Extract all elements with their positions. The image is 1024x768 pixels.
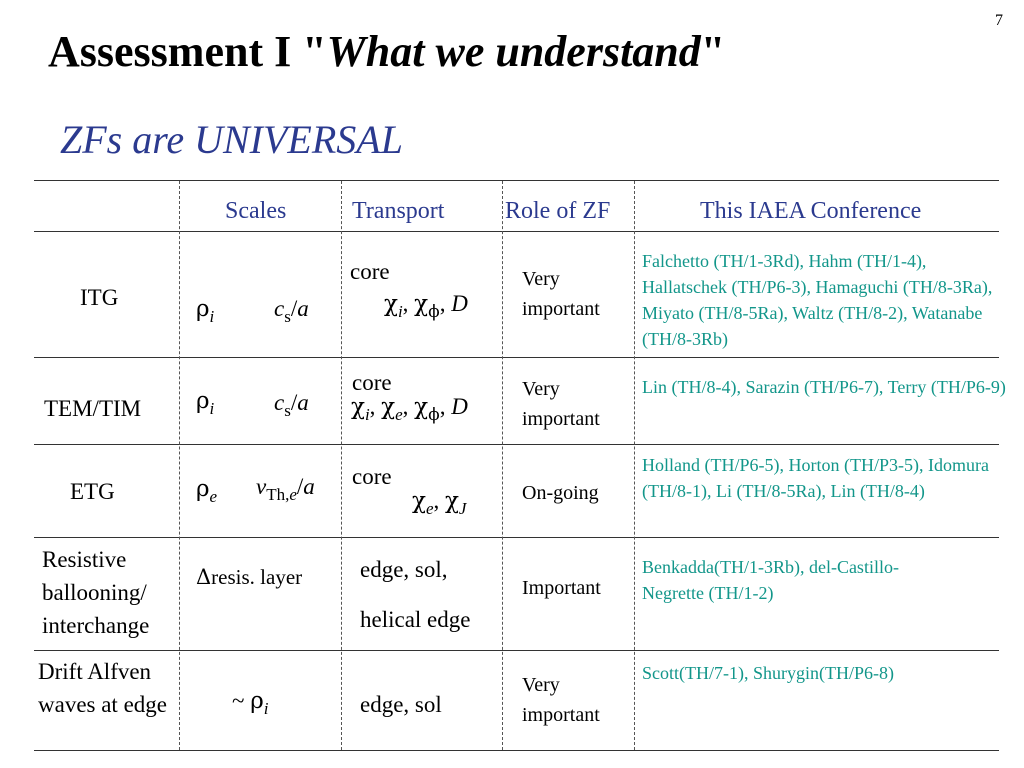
conference-itg: Falchetto (TH/1-3Rd), Hahm (TH/1-4), Hallatschek (TH/P6-3), Hamaguchi (TH/8-3Ra), Miyato (TH/8-5Ra), Waltz (TH/8-2), Watanabe (TH/8-3Rb) [642,251,993,349]
role-tem-tim: Very important [522,378,600,430]
row-name-tem-tim: TEM/TIM [44,396,142,421]
transport-itg: $\chi_i$, $\chi_\phi$, D [384,291,468,322]
table-bottom-rule [34,750,999,751]
transport-resistive-line1: edge, sol, [360,557,448,582]
scale-rate-etg: $v_{Th,e}/a$ [256,474,315,504]
conference-drift-alfven: Scott(TH/7-1), Shurygin(TH/P6-8) [642,663,894,683]
transport-tem-tim: $\chi_i$, $\chi_e$, $\chi_\phi$, D [351,394,468,425]
title-italic: What we understand [326,27,701,76]
role-resistive: Important [522,577,601,599]
role-itg: Very important [522,268,600,320]
conference-etg: Holland (TH/P6-5), Horton (TH/P3-5), Idomura (TH/8-1), Li (TH/8-5Ra), Lin (TH/8-4) [642,455,989,501]
column-divider [502,181,503,750]
transport-region-tem-tim: core [352,370,392,395]
row-name-itg: ITG [80,285,119,310]
column-divider [179,181,180,750]
header-transport: Transport [352,198,445,224]
scale-length-tem-tim: $\rho_i$ [196,388,215,418]
scale-length-etg: $\rho_e$ [196,476,218,506]
scale-rate-tem-tim: $c_s/a$ [274,390,309,420]
role-etg: On-going [522,482,599,504]
title-prefix: Assessment I " [48,27,327,76]
row-name-resistive: Resistive ballooning/ interchange [42,547,150,638]
role-drift-alfven: Very important [522,674,600,726]
header-role: Role of ZF [505,198,611,224]
scale-length-resistive: Δresis. layer [196,565,303,589]
transport-resistive-line2: helical edge [360,607,471,632]
header-conference: This IAEA Conference [700,198,922,224]
transport-region-etg: core [352,464,392,489]
transport-etg: $\chi_e$, $\chi_J$ [412,488,467,518]
column-divider [634,181,635,750]
title-suffix: " [700,27,726,76]
page-number: 7 [995,12,1003,29]
conference-resistive: Benkadda(TH/1-3Rb), del-Castillo-Negrette (TH/1-2) [642,557,899,603]
conference-tem-tim: Lin (TH/8-4), Sarazin (TH/P6-7), Terry (TH/P6-9) [642,377,1006,397]
row-name-etg: ETG [70,479,115,504]
transport-region-itg: core [350,259,390,284]
slide-title [48,26,725,77]
scale-length-drift-alfven: ~ $\rho_i$ [232,688,269,718]
scale-length-itg: $\rho_i$ [196,296,215,326]
scale-rate-itg: $c_s/a$ [274,296,309,326]
slide-subtitle: ZFs are UNIVERSAL [60,117,403,162]
column-divider [341,181,342,750]
transport-drift-alfven: edge, sol [360,692,442,717]
scale-length-resistive-label: resis. layer [211,565,303,589]
header-scales: Scales [225,198,287,224]
row-name-drift-alfven: Drift Alfven waves at edge [38,659,167,717]
